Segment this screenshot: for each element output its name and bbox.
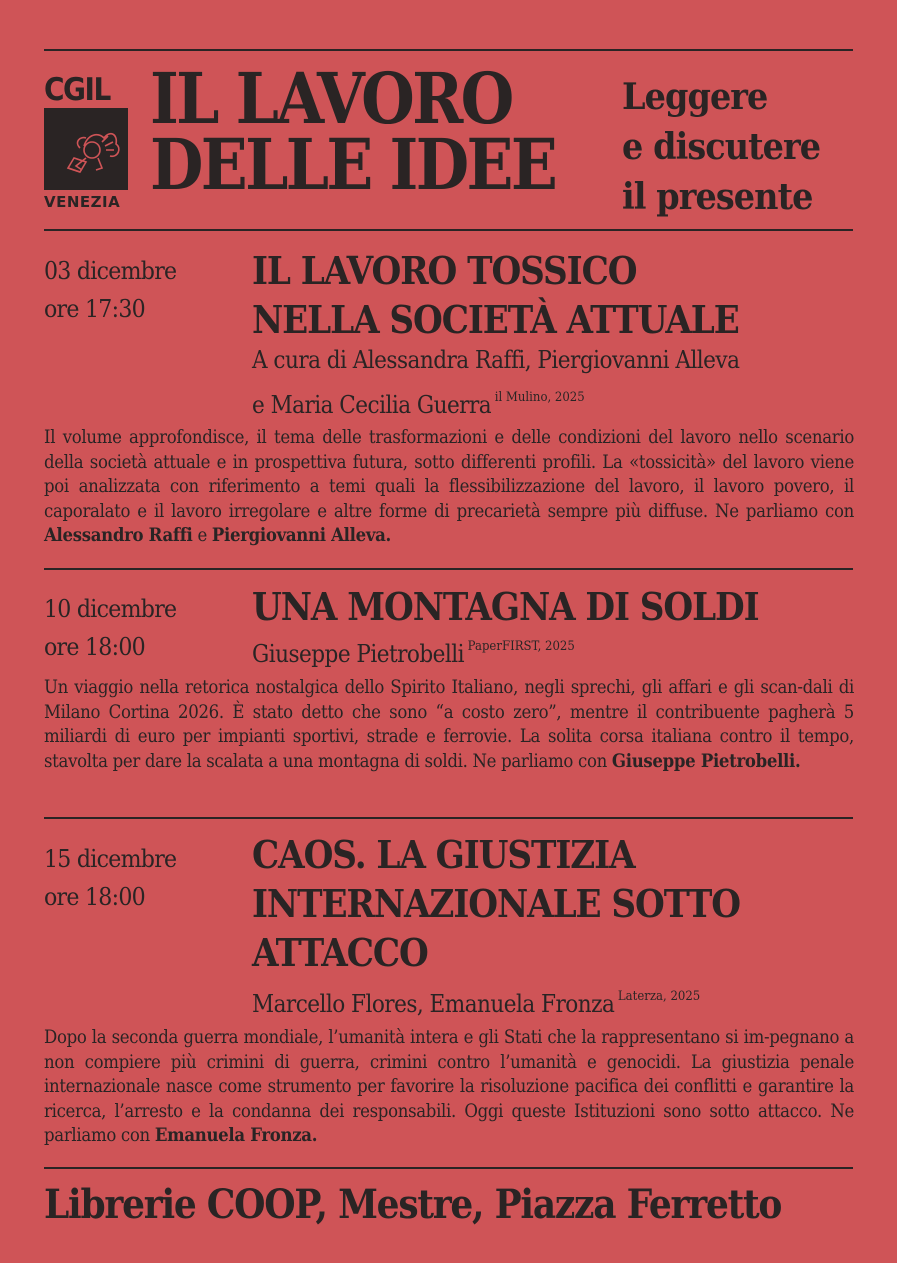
event-title-line: CAOS. LA GIUSTIZIA [252,832,635,877]
description-text: Il volume approfondisce, il tema delle trasformazioni e delle condizioni del lavoro nello scenario della società attuale e in prospettiva futura, sotto differenti profili. La «tossicità» del lavoro viene poi analizzata con riferimento a temi quali la flessibilizzazione del lavoro, il lavoro povero, il caporalato e il lavoro irregolare e altre forme di precarietà sempre più diffuse. Ne parliamo con [44,427,854,522]
lion-emblem-icon [44,108,128,190]
event-publisher: il Mulino, 2025 [494,390,585,405]
event-time: ore 17:30 [44,295,145,323]
event-title-line: UNA MONTAGNA DI SOLDI [252,584,759,629]
event-date: 03 dicembre [44,257,177,285]
section-rule [44,817,853,819]
guest-name: Piergiovanni Alleva. [211,525,391,547]
event-title-line: ATTACCO [252,930,428,975]
authors-line [252,628,575,673]
page-title [150,57,556,206]
header [44,52,853,230]
authors-line [252,978,700,1023]
guest-name: Giuseppe Pietrobelli. [611,750,801,772]
event-title-line: INTERNAZIONALE SOTTO [252,881,740,926]
section-rule [44,568,853,570]
event-title-line: NELLA SOCIETÀ ATTUALE [252,297,739,342]
tagline-line: e discutere [622,126,821,168]
logo-city: VENEZIA [44,193,121,211]
guest-connector: e [197,525,207,547]
authors-line-text: e Maria Cecilia Guerra [252,391,492,419]
event-publisher: PaperFIRST, 2025 [467,639,575,654]
top-rule [44,49,853,51]
cgil-logo [44,70,128,211]
header-rule [44,229,853,231]
logo-org: CGIL [44,70,110,108]
event-title-line: IL LAVORO TOSSICO [252,248,637,293]
event-authors [252,978,700,1023]
authors-line: A cura di Alessandra Raffi, Piergiovanni Alleva [252,346,740,374]
event-time: ore 18:00 [44,633,145,661]
tagline-line: il presente [622,176,813,218]
event-authors [252,628,575,673]
title-line: DELLE IDEE [150,123,556,206]
event-title [252,830,740,977]
event-datetime [44,840,176,916]
event-title [252,582,759,631]
footer-rule [44,1167,853,1169]
event-authors [252,341,739,424]
event-datetime [44,590,176,666]
event-datetime [44,252,176,328]
authors-line-text: Marcello Flores, Emanuela Fronza [252,990,615,1018]
description-text: Dopo la seconda guerra mondiale, l’umanità intera e gli Stati che la rappresentano si im-pegnano a non compiere più crimini di guerra, crimini contro l’umanità e genocidi. La giustizia penale internazionale nasce come strumento per favorire la risoluzione pacifica dei conflitti e garantire la ricerca, l’arresto e la condanna dei responsabili. Oggi queste Istituzioni sono sotto attacco. Ne parliamo con [44,1027,854,1147]
event-description [44,1026,854,1149]
event-time: ore 18:00 [44,883,145,911]
tagline-line: Leggere [622,76,768,118]
event-publisher: Laterza, 2025 [617,989,701,1004]
guest-name: Emanuela Fronza. [154,1125,318,1147]
authors-line-text: Giuseppe Pietrobelli [252,640,465,668]
event-date: 15 dicembre [44,845,177,873]
event-title [252,246,739,344]
event-description [44,676,854,774]
event-description [44,426,854,549]
guest-name: Alessandro Raffi [44,525,193,547]
title-line: IL LAVORO [150,57,512,140]
description-text: Un viaggio nella retorica nostalgica dello Spirito Italiano, negli sprechi, gli affari e gli scan-dali di Milano Cortina 2026. È stato detto che sono “a costo zero”, mentre il contribuente pagherà 5 miliardi di euro per impianti sportivi, strade e ferrovie. La solita corsa italiana contro il tempo, stavolta per dare la scalata a una montagna di soldi. Ne parliamo con [44,677,854,772]
tagline [622,72,820,222]
authors-line [252,379,739,424]
venue-footer: Librerie COOP, Mestre, Piazza Ferretto [44,1181,782,1228]
event-date: 10 dicembre [44,595,177,623]
